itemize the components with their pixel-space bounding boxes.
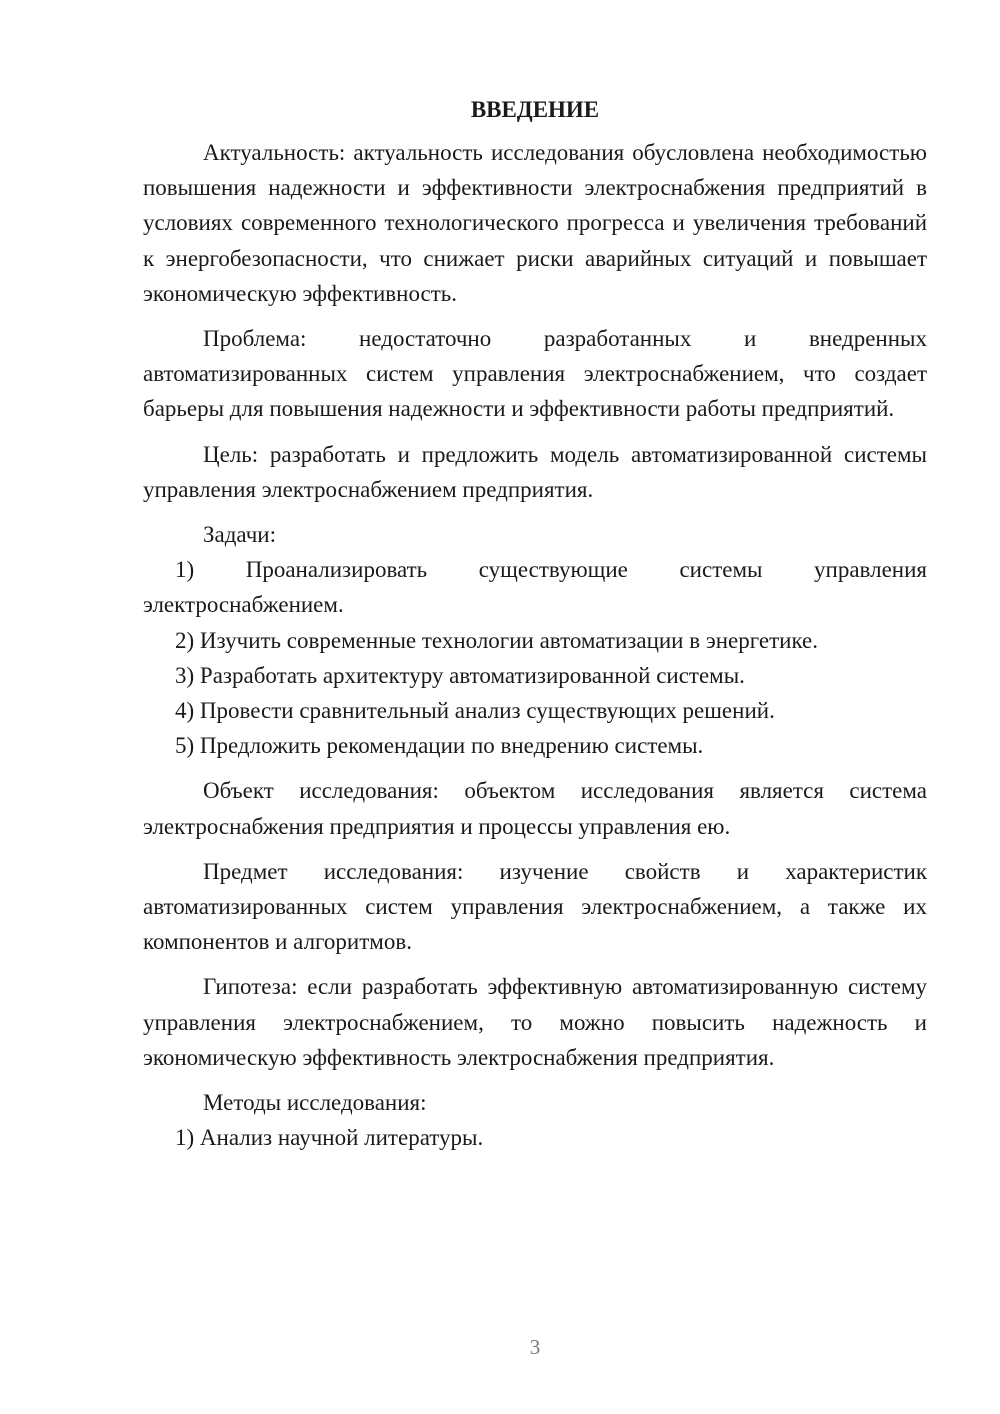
goal-paragraph: Цель: разработать и предложить модель автоматизированной системы управления электроснабжением предприятия.: [143, 441, 927, 502]
subject-paragraph: Предмет исследования: изучение свойств и характеристик автоматизированных систем управления электроснабжением, а также их компонентов и алгоритмов.: [143, 858, 927, 955]
section-title: ВВЕДЕНИЕ: [470, 97, 600, 122]
hypothesis-paragraph: Гипотеза: если разработать эффективную автоматизированную систему управления электроснабжением, то можно повысить надежность и экономическую эффективность электроснабжения предприятия.: [143, 974, 927, 1070]
page-number: 3: [529, 1335, 541, 1359]
task-item: 1) Проанализировать существующие системы управления электроснабжением.: [143, 557, 927, 618]
task-item: 3) Разработать архитектуру автоматизированной системы.: [175, 662, 745, 688]
methods-heading: Методы исследования:: [203, 1090, 427, 1116]
method-item: 1) Анализ научной литературы.: [175, 1125, 484, 1151]
page-content: [143, 95, 927, 1155]
task-item: 2) Изучить современные технологии автоматизации в энергетике.: [175, 627, 819, 653]
problem-paragraph: Проблема: недостаточно разработанных и внедренных автоматизированных систем управления электроснабжением, что создает барьеры для повышения надежности и эффективности работы предприятий.: [143, 326, 927, 422]
task-item: 5) Предложить рекомендации по внедрению системы.: [175, 733, 704, 759]
task-item: 4) Провести сравнительный анализ существующих решений.: [175, 698, 775, 724]
relevance-paragraph: Актуальность: актуальность исследования обусловлена необходимостью повышения надежности и эффективности электроснабжения предприятий в условиях современного технологического прогресса и увеличения требований к энергобезопасности, что снижает риски аварийных ситуаций и повышает экономическую эффективность.: [143, 140, 927, 306]
tasks-heading: Задачи:: [203, 522, 276, 548]
object-paragraph: Объект исследования: объектом исследования является система электроснабжения предприятия и процессы управления ею.: [143, 778, 927, 839]
